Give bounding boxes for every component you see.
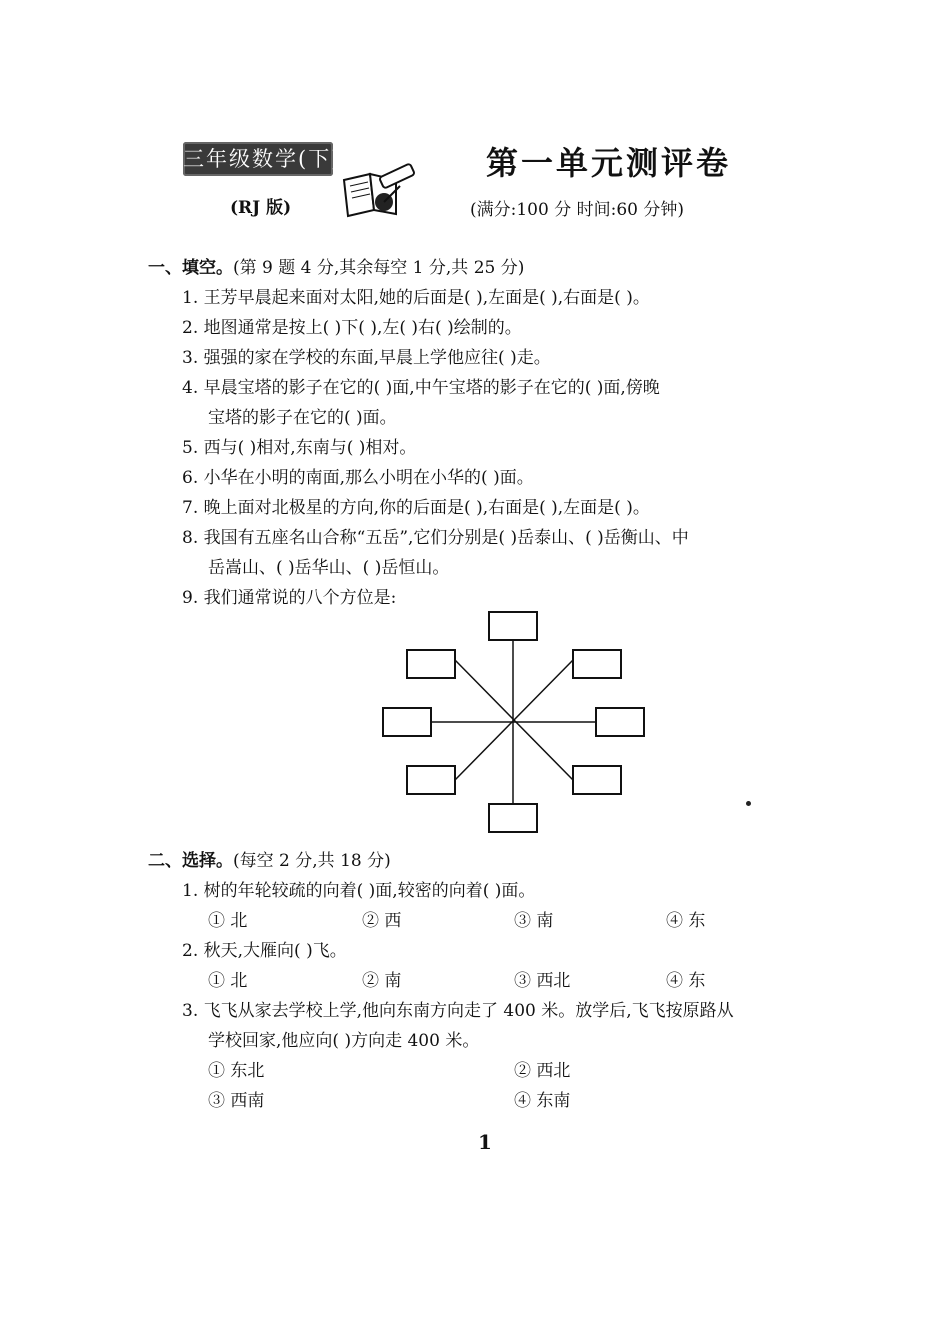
option-2-3-b[interactable]: ② 西北 [514,1061,571,1081]
question-1-8-cont: 岳嵩山、( )岳华山、( )岳恒山。 [208,558,450,578]
option-2-3-c[interactable]: ③ 西南 [208,1091,265,1111]
answer-box-east[interactable] [596,708,644,736]
section2-heading: 二、选择。 [148,851,233,871]
answer-box-southeast[interactable] [573,766,621,794]
question-1-4-cont: 宝塔的影子在它的( )面。 [208,408,397,428]
option-2-2-a[interactable]: ① 北 [208,971,248,991]
question-1-4: 4. 早晨宝塔的影子在它的( )面,中午宝塔的影子在它的( )面,傍晚 [182,378,660,398]
answer-box-north[interactable] [489,612,537,640]
option-2-1-d[interactable]: ④ 东 [666,911,706,931]
grade-badge: 三年级数学(下) [183,142,333,176]
eight-directions-diagram [380,610,650,842]
question-2-3: 3. 飞飞从家去学校上学,他向东南方向走了 400 米。放学后,飞飞按原路从 [182,1001,734,1021]
section1-header [148,253,524,278]
option-2-2-c[interactable]: ③ 西北 [514,971,571,991]
score-time-info: (满分:100 分 时间:60 分钟) [470,200,685,220]
answer-box-south[interactable] [489,804,537,832]
question-1-7: 7. 晚上面对北极星的方向,你的后面是( ),右面是( ),左面是( )。 [182,498,650,518]
edition-label: (RJ 版) [230,198,292,218]
question-1-3: 3. 强强的家在学校的东面,早晨上学他应往( )走。 [182,348,551,368]
option-2-3-a[interactable]: ① 东北 [208,1061,265,1081]
question-1-9: 9. 我们通常说的八个方位是: [182,588,397,608]
answer-box-northeast[interactable] [573,650,621,678]
question-1-6: 6. 小华在小明的南面,那么小明在小华的( )面。 [182,468,534,488]
option-2-1-b[interactable]: ② 西 [362,911,402,931]
section2-header [148,846,391,871]
book-telescope-icon [340,160,420,220]
question-1-2: 2. 地图通常是按上( )下( ),左( )右( )绘制的。 [182,318,522,338]
section1-heading: 一、填空。 [148,258,233,278]
question-2-1: 1. 树的年轮较疏的向着( )面,较密的向着( )面。 [182,881,536,901]
question-2-2: 2. 秋天,大雁向( )飞。 [182,941,347,961]
section2-note: (每空 2 分,共 18 分) [233,851,391,871]
page-title: 第一单元测评卷 [486,144,732,182]
question-1-8: 8. 我国有五座名山合称“五岳”,它们分别是( )岳泰山、( )岳衡山、中 [182,528,689,548]
option-2-3-d[interactable]: ④ 东南 [514,1091,571,1111]
page-number: 1 [478,1130,492,1154]
option-2-1-c[interactable]: ③ 南 [514,911,554,931]
option-2-2-b[interactable]: ② 南 [362,971,402,991]
answer-box-southwest[interactable] [407,766,455,794]
section1-note: (第 9 题 4 分,其余每空 1 分,共 25 分) [233,258,525,278]
answer-box-west[interactable] [383,708,431,736]
question-1-5: 5. 西与( )相对,东南与( )相对。 [182,438,417,458]
question-1-1: 1. 王芳早晨起来面对太阳,她的后面是( ),左面是( ),右面是( )。 [182,288,650,308]
option-2-2-d[interactable]: ④ 东 [666,971,706,991]
question-2-3-cont: 学校回家,他应向( )方向走 400 米。 [208,1031,480,1051]
ink-dot [746,801,751,806]
option-2-1-a[interactable]: ① 北 [208,911,248,931]
answer-box-northwest[interactable] [407,650,455,678]
